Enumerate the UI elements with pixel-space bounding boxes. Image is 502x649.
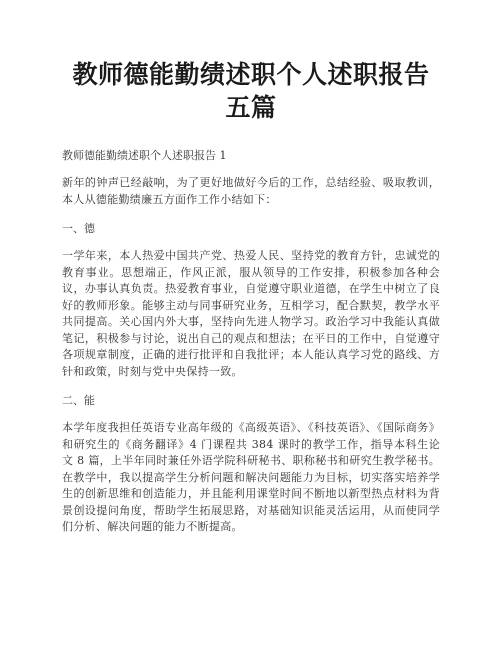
document-title: 教师德能勤绩述职个人述职报告五篇: [72, 60, 430, 122]
intro-paragraph: 新年的钟声已经敲响，为了更好地做好今后的工作，总结经验、吸取教训，本人从德能勤绩廉五方面作工作小结如下：: [62, 176, 440, 206]
section-body-de: 一学年来，本人热爱中国共产党、热爱人民、坚持党的教育方针，忠诚党的教育事业。思想端正，作风正派，服从领导的工作安排，积极参加各种会议，办事认真负责。热爱教育事业，自觉遵守职业道德，在学生中树立了良好的教师形象。能够主动与同事研究业务，互相学习，配合默契，教学水平共同提高。关心国内外大事，坚持向先进人物学习。政治学习中我能认真做笔记，积极参与讨论，说出自己的观点和想法；在平日的工作中，自觉遵守各项规章制度，正确的进行批评和自我批评；本人能认真学习党的路线、方针和政策，时刻与党中央保持一致。: [62, 249, 440, 378]
section-body-neng: 本学年度我担任英语专业高年级的《高级英语》、《科技英语》、《国际商务》和研究生的《商务翻译》4 门课程共 384 课时的教学工作，指导本科生论文 8 篇，上半年同时兼任外语学院科研秘书、职称秘书和研究生教学秘书。在教学中，我以提高学生分析问题和解决问题能力为目标，切实落实培养学生的创新思维和创造能力，并且能利用课堂时间不断地以新型热点材料为背景创设提问角度，帮助学生拓展思路，对基础知识能灵活运用，从而使同学们分析、解决问题的能力不断提高。: [62, 421, 440, 533]
section-heading-neng: 二、能: [62, 394, 95, 407]
section-heading-de: 一、德: [62, 222, 95, 235]
report-subtitle: 教师德能勤绩述职个人述职报告 1: [62, 149, 227, 162]
